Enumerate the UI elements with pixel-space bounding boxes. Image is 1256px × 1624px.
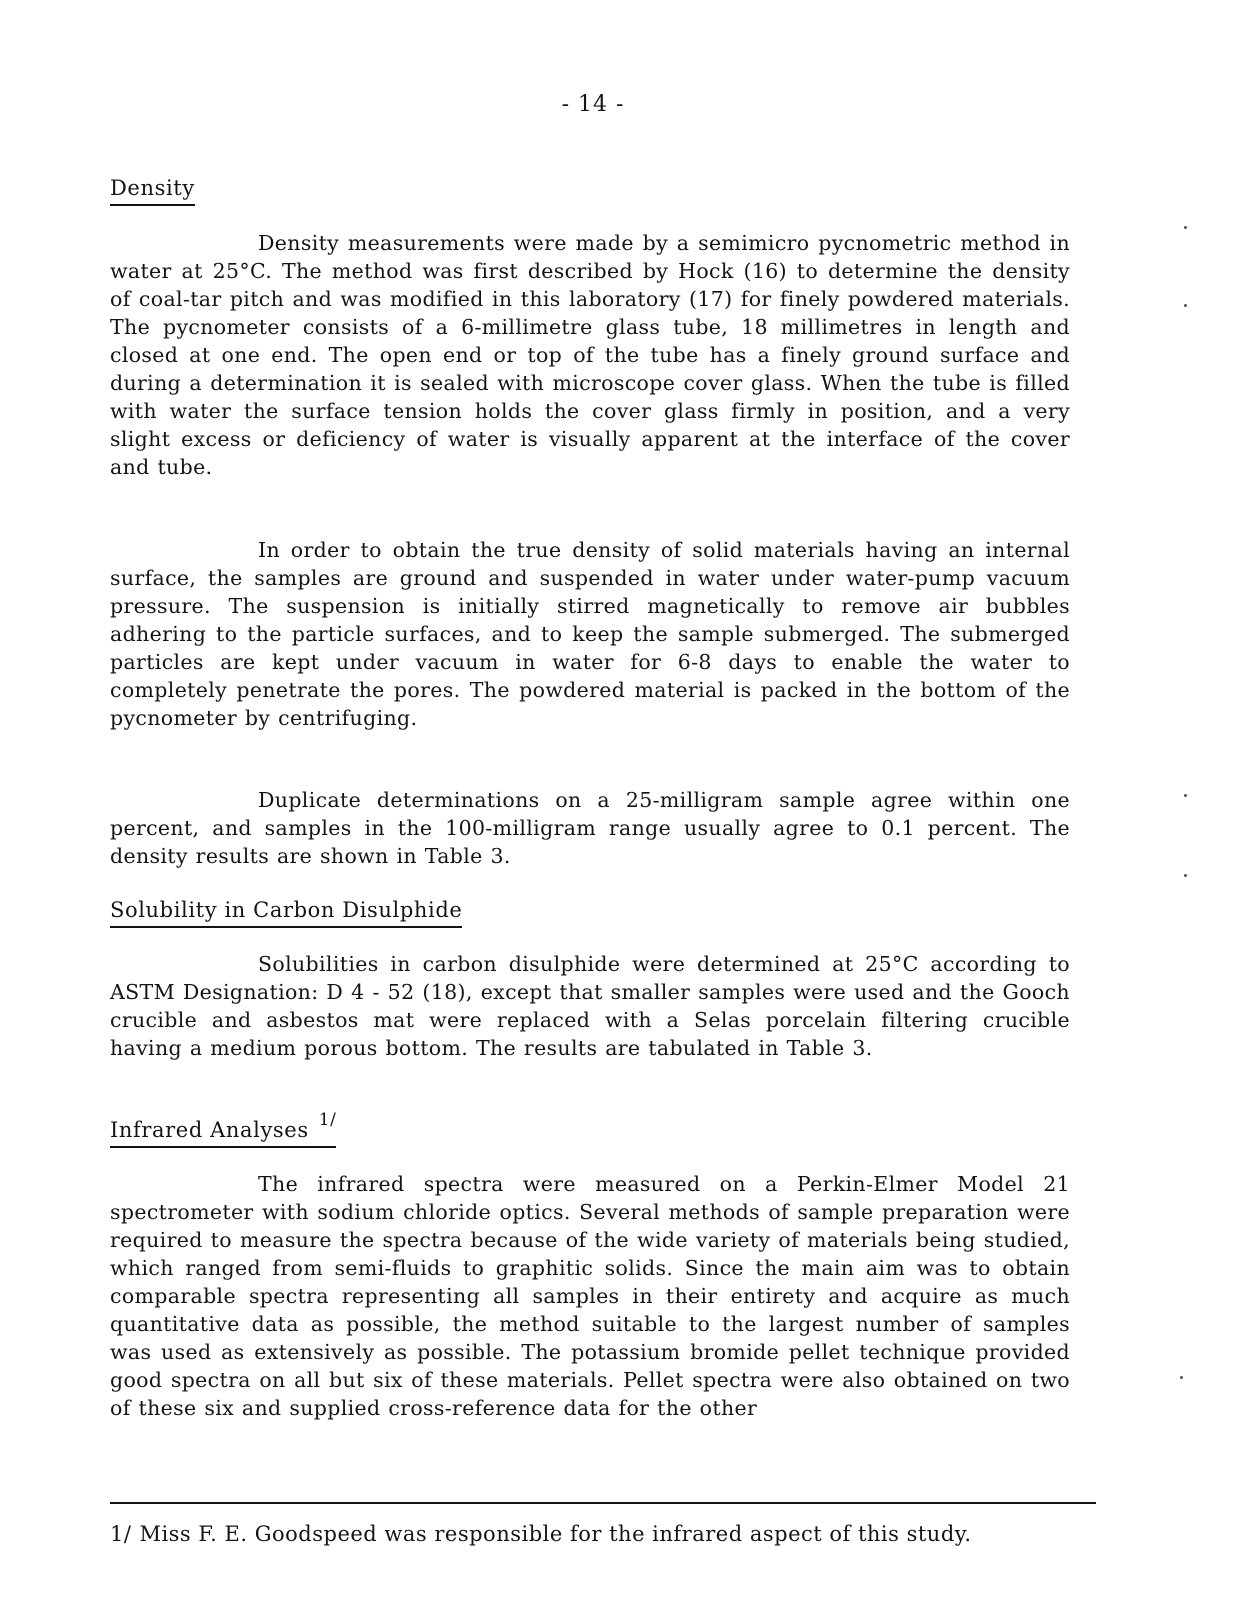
infrared-paragraph-1: The infrared spectra were measured on a Perkin-Elmer Model 21 spectrometer with sodium chloride optics. Several methods of sample preparation were required to measure the spectra because of the wide variety of materials being studied, which ranged from semi-fluids to graphitic solids. Since the main aim was to obtain comparable spectra representing all samples in their entirety and acquire as much quantitative data as possible, the method suitable to the largest number of samples was used as extensively as possible. The potassium bromide pellet technique provided good spectra on all but six of these materials. Pellet spectra were also obtained on two of these six and supplied cross-reference data for the other bbox=[110, 1172, 1070, 1420]
scan-speck bbox=[1180, 1376, 1183, 1379]
infrared-footnote-reference: 1/ bbox=[318, 1110, 337, 1130]
footnote-text: Miss F. E. Goodspeed was responsible for the infrared aspect of this study. bbox=[139, 1522, 972, 1546]
density-paragraph-2: In order to obtain the true density of solid materials having an internal surface, the samples are ground and suspended in water under water-pump vacuum pressure. The suspension is initially stirred magnetically to remove air bubbles adhering to the particle surfaces, and to keep the sample submerged. The submerged particles are kept under vacuum in water for 6-8 days to enable the water to completely penetrate the pores. The powdered material is packed in the bottom of the pycnometer by centrifuging. bbox=[110, 538, 1070, 730]
density-paragraph-3: Duplicate determinations on a 25-milligram sample agree within one percent, and samples in the 100-milligram range usually agree to 0.1 percent. The density results are shown in Table 3. bbox=[110, 788, 1070, 868]
section-heading-infrared bbox=[110, 1110, 337, 1148]
section-heading-density: Density bbox=[110, 176, 195, 206]
page-number: - 14 - bbox=[561, 92, 625, 117]
footnote-divider bbox=[110, 1502, 1096, 1504]
solubility-paragraph-1: Solubilities in carbon disulphide were determined at 25°C according to ASTM Designation: D 4 - 52 (18), except that smaller samples were used and the Gooch crucible and asbestos mat were replaced with a Selas porcelain filtering crucible having a medium porous bottom. The results are tabulated in Table 3. bbox=[110, 952, 1070, 1060]
footnote-mark: 1/ bbox=[110, 1522, 132, 1546]
density-paragraph-1: Density measurements were made by a semimicro pycnometric method in water at 25°C. The method was first described by Hock (16) to determine the density of coal-tar pitch and was modified in this laboratory (17) for finely powdered materials. The pycnometer consists of a 6-millimetre glass tube, 18 millimetres in length and closed at one end. The open end or top of the tube has a finely ground surface and during a determination it is sealed with microscope cover glass. When the tube is filled with water the surface tension holds the cover glass firmly in position, and a very slight excess or deficiency of water is visually apparent at the interface of the cover and tube. bbox=[110, 231, 1070, 479]
scan-speck bbox=[1184, 874, 1187, 877]
infrared-heading-text: Infrared Analyses bbox=[110, 1118, 309, 1142]
section-heading-solubility: Solubility in Carbon Disulphide bbox=[110, 898, 462, 928]
footnote bbox=[110, 1522, 1100, 1546]
scan-speck bbox=[1184, 226, 1187, 229]
scan-speck bbox=[1184, 794, 1187, 797]
scan-speck bbox=[1184, 304, 1187, 307]
